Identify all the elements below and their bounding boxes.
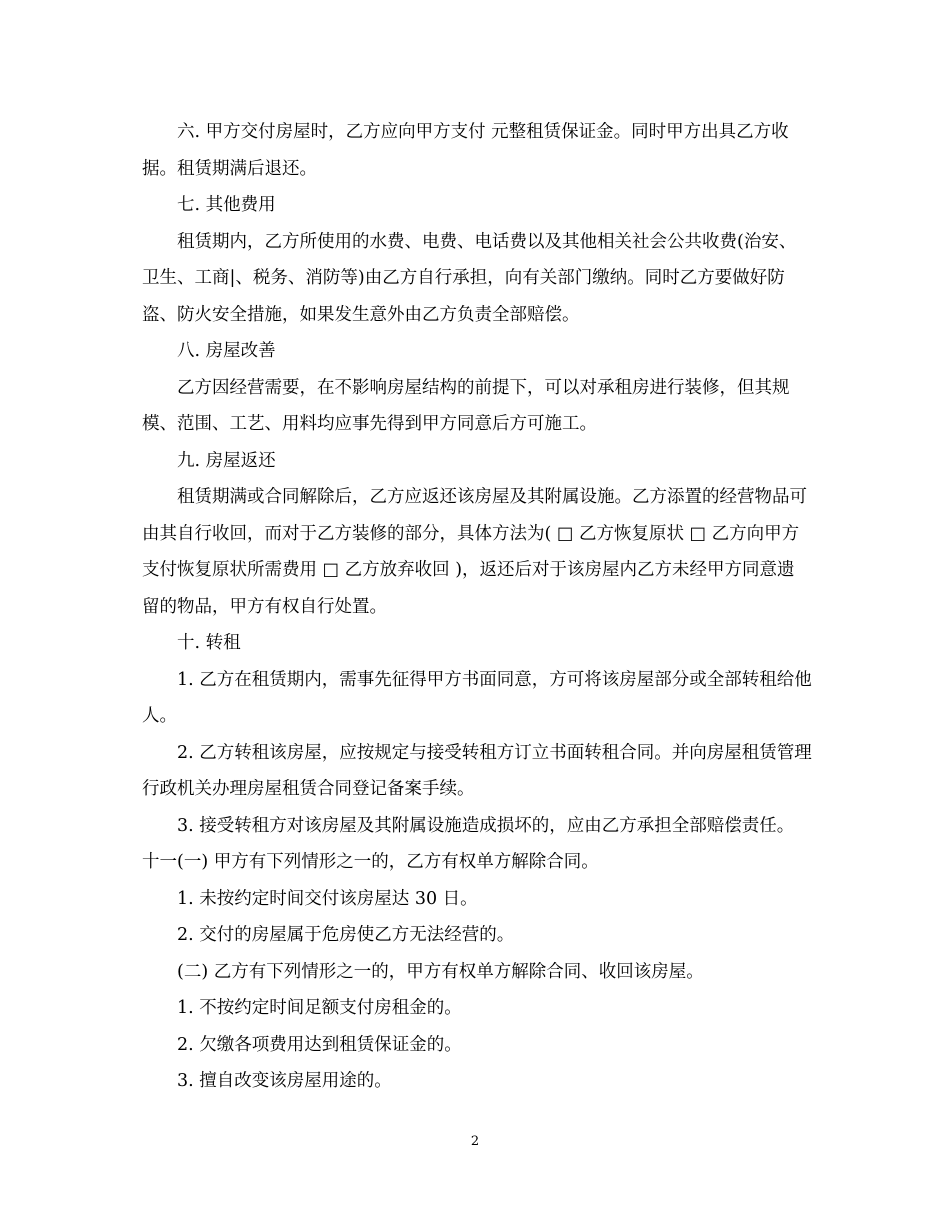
- paragraph-sublease-1: 1. 乙方在租赁期内，需事先征得甲方书面同意，方可将该房屋部分或全部转租给他人。: [142, 669, 812, 726]
- paragraph-deposit: 六. 甲方交付房屋时，乙方应向甲方支付 元整租赁保证金。同时甲方出具乙方收据。租赁期满后退还。: [142, 122, 789, 179]
- paragraph-termination-b2: 2. 欠缴各项费用达到租赁保证金的。: [177, 1034, 462, 1055]
- paragraph-termination-b3: 3. 擅自改变该房屋用途的。: [177, 1071, 392, 1091]
- document-body: [142, 114, 812, 1100]
- heading-sublease: 十. 转租: [177, 633, 241, 653]
- heading-house-improvement: 八. 房屋改善: [177, 341, 276, 361]
- paragraph-other-fees: 租赁期内，乙方所使用的水费、电费、电话费以及其他相关社会公共收费(治安、卫生、工商|、税务、消防等)由乙方自行承担，向有关部门缴纳。同时乙方要做好防盗、防火安全措施，如果发生意外由乙方负责全部赔偿。: [142, 231, 797, 325]
- paragraph-house-return: 租赁期满或合同解除后，乙方应返还该房屋及其附属设施。乙方添置的经营物品可由其自行收回，而对于乙方装修的部分，具体方法为( □ 乙方恢复原状 □ 乙方向甲方支付恢复原状所需费用 □ 乙方放弃收回 )，返还后对于该房屋内乙方未经甲方同意遗留的物品，甲方有权自行处置。: [142, 487, 807, 617]
- paragraph-termination-b: (二) 乙方有下列情形之一的，甲方有权单方解除合同、收回该房屋。: [177, 961, 704, 982]
- paragraph-house-improvement: 乙方因经营需要，在不影响房屋结构的前提下，可以对承租房进行装修，但其规模、范围、工艺、用料均应事先得到甲方同意后方可施工。: [142, 377, 790, 434]
- heading-other-fees: 七. 其他费用: [177, 195, 276, 215]
- paragraph-termination-1: 1. 未按约定时间交付该房屋达 30 日。: [177, 888, 478, 909]
- page-number: 2: [470, 1134, 480, 1149]
- paragraph-termination-2: 2. 交付的房屋属于危房使乙方无法经营的。: [177, 925, 515, 945]
- paragraph-termination-b1: 1. 不按约定时间足额支付房租金的。: [177, 998, 462, 1018]
- paragraph-sublease-3: 3. 接受转租方对该房屋及其附属设施造成损坏的，应由乙方承担全部赔偿责任。 十一(一) 甲方有下列情形之一的，乙方有权单方解除合同。: [142, 815, 795, 872]
- paragraph-sublease-2: 2. 乙方转租该房屋，应按规定与接受转租方订立书面转租合同。并向房屋租赁管理行政机关办理房屋租赁合同登记备案手续。: [142, 742, 812, 799]
- heading-house-return: 九. 房屋返还: [177, 450, 276, 471]
